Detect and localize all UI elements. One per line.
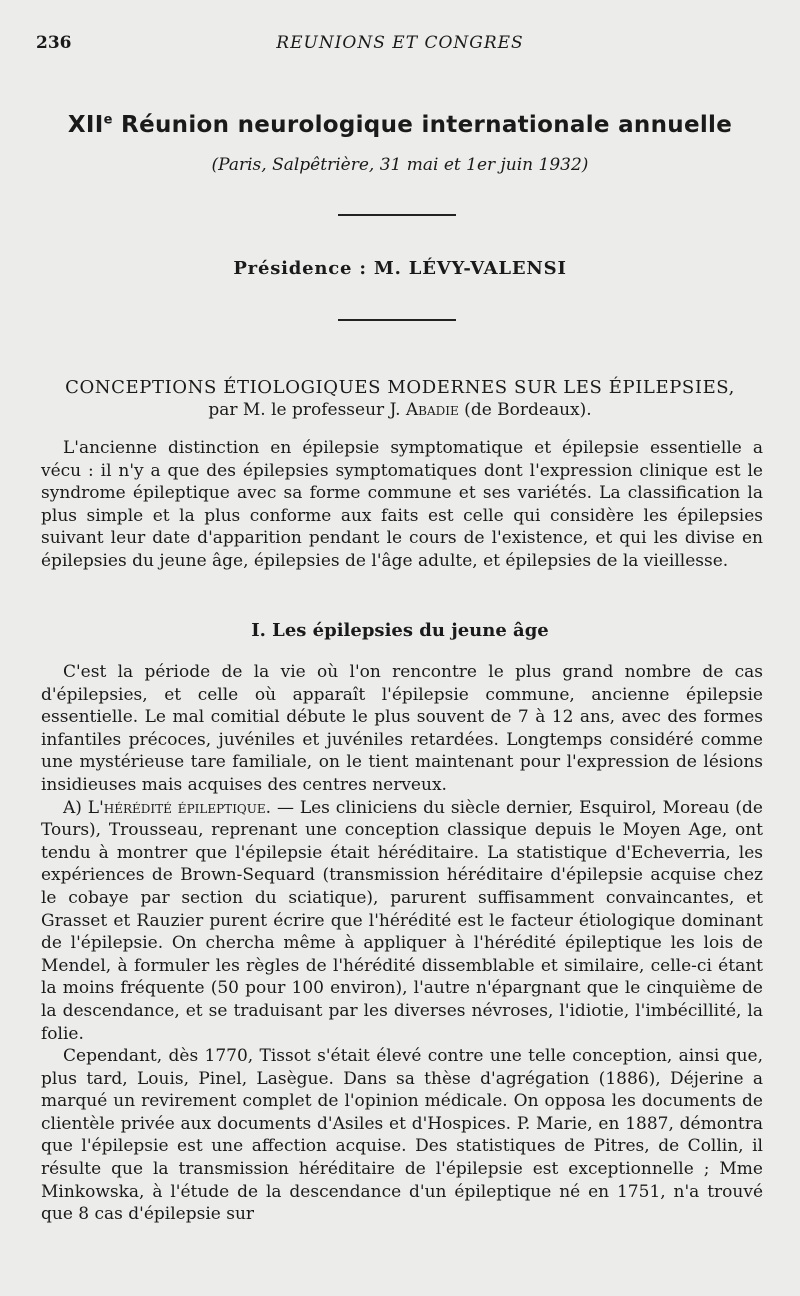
article-title: CONCEPTIONS ÉTIOLOGIQUES MODERNES SUR LES ÉPILEPSIES, xyxy=(65,377,735,398)
subtitle: (Paris, Salpêtrière, 31 mai et 1er juin 1932) xyxy=(211,155,589,175)
paragraph-3: Cependant, dès 1770, Tissot s'était élevé contre une telle conception, ainsi que, plus tard, Louis, Pinel, Lasègue. Dans sa thèse d'agrégation (1886), Déjerine a marqué un revirement complet de l'opinion médicale. On opposa les documents de clientèle privée aux documents d'Asiles et d'Hospices. P. Marie, en 1887, démontra que l'épilepsie est une affection acquise. Des statistiques de Pitres, de Collin, il résulte que la transmission héréditaire de l'épilepsie est exceptionnelle ; Mme Minkowska, à l'étude de la descendance d'un épileptique né en 1751, n'a trouvé que 8 cas d'épilepsie sur xyxy=(41,1046,763,1225)
paragraph-2-text: — Les cliniciens du siècle dernier, Esquirol, Moreau (de Tours), Trousseau, reprenant une conception classique depuis le Moyen Age, ont tendu à montrer que l'épilepsie était héréditaire. La statistique d'Echeverria, les expériences de Brown-Sequard (transmission héréditaire d'épilepsie acquise chez le cobaye par section du sciatique), parurent suffisamment convaincantes, et Grasset et Rauzier purent écrire que l'hérédité est le facteur étiologique dominant de l'épilepsie. On chercha même à appliquer à l'hérédité épileptique les lois de Mendel, à formuler les règles de l'hérédité dissemblable et similaire, celle-ci étant la moins fréquente (50 pour 100 environ), l'autre n'épargnant que le cinquième de la descendance, et se traduisant par les diverses névroses, l'idiotie, l'imbécillité, la folie. xyxy=(41,797,763,1044)
section-body xyxy=(41,661,763,1226)
running-header xyxy=(36,33,764,55)
main-title-numeral: XII xyxy=(67,112,104,138)
main-title-text: Réunion neurologique internationale annuelle xyxy=(112,112,733,138)
paragraph-2 xyxy=(41,797,763,1046)
main-title xyxy=(0,112,800,138)
paragraph-2-lead: A) L'hérédité épileptique. xyxy=(63,797,272,818)
article-byline xyxy=(0,400,800,420)
author-name: Abadie xyxy=(405,400,459,420)
presidence-line: Présidence : M. LÉVY-VALENSI xyxy=(233,258,567,279)
intro-block xyxy=(41,437,763,573)
intro-paragraph: L'ancienne distinction en épilepsie symptomatique et épilepsie essentielle a vécu : il n'y a que des épilepsies symptomatiques dont l'expression clinique est le syndrome épileptique avec sa forme commune et ses variétés. La classification la plus simple et la plus conforme aux faits est celle qui considère les épilepsies suivant leur date d'apparition pendant le cours de l'existence, et qui les divise en épilepsies du jeune âge, épilepsies de l'âge adulte, et épilepsies de la vieillesse. xyxy=(41,438,763,571)
byline-prefix: par M. le professeur J. xyxy=(208,400,406,420)
divider-rule xyxy=(338,319,456,321)
divider-rule xyxy=(338,214,456,216)
page-number: 236 xyxy=(36,33,72,53)
main-title-sup: e xyxy=(103,112,113,128)
running-title: REUNIONS ET CONGRES xyxy=(276,33,524,53)
paragraph-1: C'est la période de la vie où l'on rencontre le plus grand nombre de cas d'épilepsies, et celle où apparaît l'épilepsie commune, ancienne épilepsie essentielle. Le mal comitial débute le plus souvent de 7 à 12 ans, avec des formes infantiles précoces, juvéniles et juvéniles retardées. Longtemps considéré comme une mystérieuse tare familiale, on le tient maintenant pour l'expression de lésions insidieuses mais acquises des centres nerveux. xyxy=(41,662,763,795)
section-heading: I. Les épilepsies du jeune âge xyxy=(251,620,549,641)
byline-suffix: (de Bordeaux). xyxy=(458,400,592,420)
